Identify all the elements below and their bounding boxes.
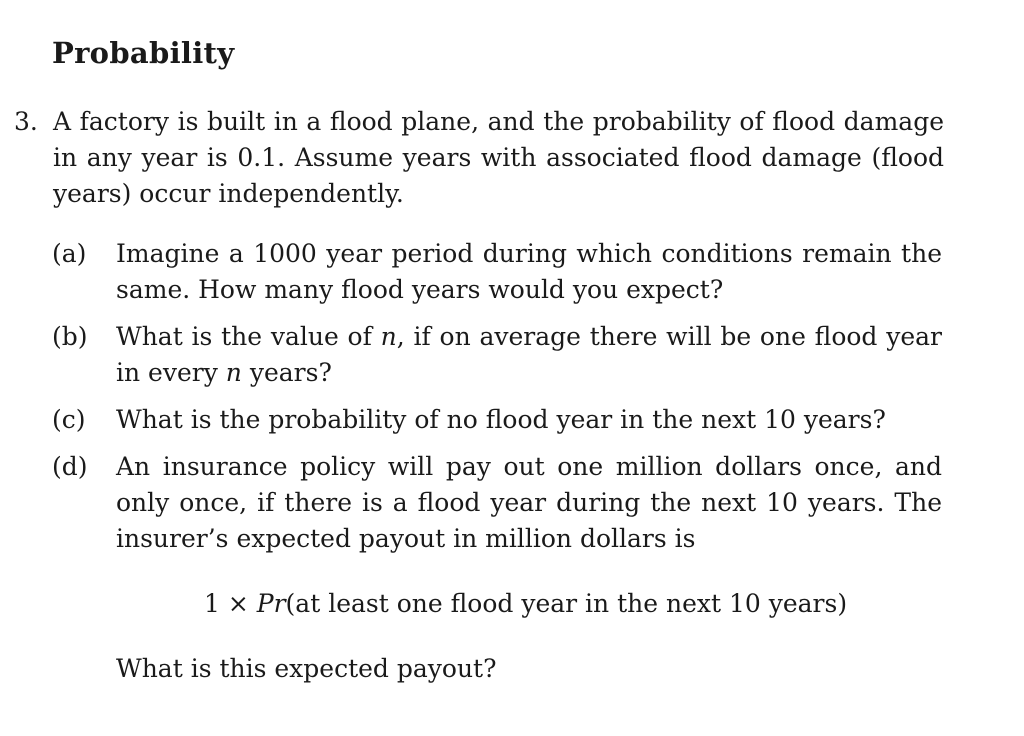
part-b-text-middle: , if on average there will be one flood year in every: [116, 322, 942, 387]
variable-n: n: [380, 322, 397, 351]
part-c-text: What is the probability of no flood year in the next 10 years?: [116, 405, 886, 434]
problem-3: [14, 104, 944, 212]
equation-argument: (at least one flood year in the next 10 years): [285, 589, 848, 618]
equation-function: Pr: [256, 589, 286, 618]
part-a: [52, 236, 942, 308]
part-d-followup-question: What is this expected payout?: [116, 654, 497, 683]
payout-equation: [204, 586, 847, 622]
part-b: [52, 319, 942, 391]
part-a-label: (a): [52, 239, 87, 268]
part-d: [52, 449, 942, 557]
variable-n: n: [225, 358, 242, 387]
part-b-text-after: years?: [241, 358, 332, 387]
part-c: [52, 402, 942, 438]
part-b-text: [116, 319, 942, 391]
part-d-text: An insurance policy will pay out one million dollars once, and only once, if there is a flood year during the next 10 years. The insurer’s expected payout in million dollars is: [116, 452, 942, 553]
section-title: Probability: [52, 36, 235, 70]
problem-parts: [52, 236, 942, 568]
problem-statement: A factory is built in a flood plane, and the probability of flood damage in any year is 0.1. Assume years with associated flood damage (flood years) occur independently.: [53, 107, 944, 208]
part-b-text-before: What is the value of: [116, 322, 381, 351]
part-a-text: Imagine a 1000 year period during which conditions remain the same. How many flood years would you expect?: [116, 239, 942, 304]
part-c-label: (c): [52, 405, 86, 434]
part-d-label: (d): [52, 452, 88, 481]
equation-coefficient: 1 ×: [204, 589, 249, 618]
problem-number: 3.: [14, 107, 38, 136]
part-b-label: (b): [52, 322, 88, 351]
